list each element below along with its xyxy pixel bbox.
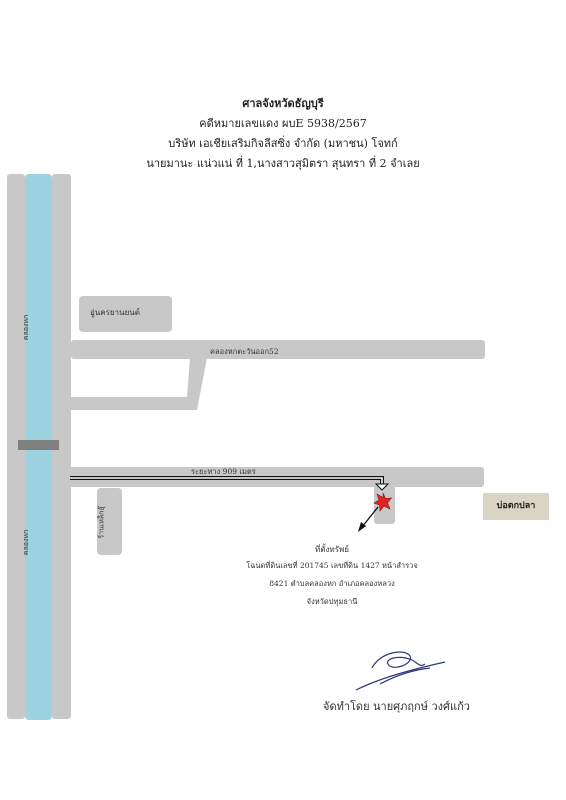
plaintiff-line: บริษัท เอเชียเสริมกิจลีสซิ่ง จำกัด (มหาชน) โจทก์ [168,137,398,150]
pointer-arrow [358,507,378,532]
landmark-garage-label: อู่นครยานยนต์ [90,308,140,317]
canal-label-top: คลองหก [22,314,31,341]
signature [356,652,445,690]
property-subdistrict: 8421 ตำบลคลองหก อำเภอคลองหลวง [269,579,395,588]
upper-road-label: คลองหกตะวันออก52 [210,347,279,356]
route-arrow [70,478,388,490]
canal-label-bottom: คลองหก [22,529,31,556]
property-deed: โฉนดที่ดินเลขที่ 201745 เลขที่ดิน 1427 หน้าสำรวจ [246,561,418,570]
property-province: จังหวัดปทุมธานี [306,597,358,606]
distance-label: ระยะทาง 909 เมตร [191,467,256,476]
case-number: คดีหมายเลขแดง ผบE 5938/2567 [199,117,367,130]
property-title: ที่ตั้งทรัพย์ [315,545,349,554]
court-title: ศาลจังหวัดธัญบุรี [242,97,324,110]
diagonal-road [71,358,207,410]
fishing-pond-label: บ่อตกปลา [483,493,549,520]
defendants-line: นายมานะ แน่วแน่ ที่ 1,นางสาวสุมิตรา สุนทรา ที่ 2 จำเลย [146,157,420,170]
prepared-by: จัดทำโดย นายศุภฤกษ์ วงศ์แก้ว [323,700,470,713]
landmark-steel-shop-label: ร้านเหล็กอุ๊ [97,506,106,539]
